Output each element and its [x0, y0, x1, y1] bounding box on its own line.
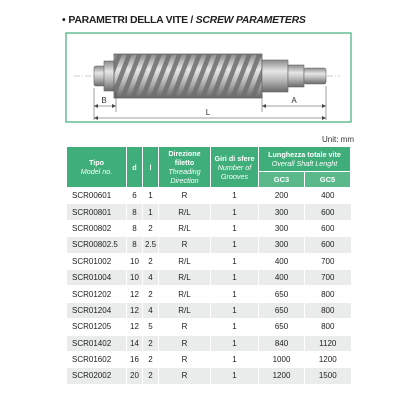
cell-d: 14	[127, 335, 143, 351]
cell-l: 2	[143, 351, 159, 367]
cell-tipo: SCR00601	[67, 188, 127, 204]
cell-l: 4	[143, 302, 159, 318]
cell-dir: R	[159, 351, 211, 367]
header-direzione-label: Direzione filetto	[168, 149, 201, 167]
cell-tipo: SCR01202	[67, 286, 127, 302]
cell-gc3: 1000	[259, 351, 305, 367]
cell-gc3: 650	[259, 286, 305, 302]
cell-l: 2	[143, 220, 159, 236]
cell-dir: R/L	[159, 269, 211, 285]
cell-d: 10	[127, 253, 143, 269]
table-row	[67, 286, 351, 302]
table-row	[67, 220, 351, 236]
table-row	[67, 368, 351, 384]
title-english: SCREW PARAMETERS	[195, 14, 306, 26]
cell-tipo: SCR01602	[67, 351, 127, 367]
cell-l: 2	[143, 368, 159, 384]
right-tip	[304, 68, 326, 84]
right-shoulder	[262, 60, 288, 92]
cell-tipo: SCR01004	[67, 269, 127, 285]
cell-gc5: 1120	[305, 335, 351, 351]
cell-giri: 1	[211, 253, 259, 269]
cell-dir: R/L	[159, 253, 211, 269]
header-lunghezza	[259, 147, 351, 172]
cell-giri: 1	[211, 204, 259, 220]
cell-gc3: 1200	[259, 368, 305, 384]
cell-giri: 1	[211, 286, 259, 302]
cell-giri: 1	[211, 269, 259, 285]
header-giri	[211, 147, 259, 188]
cell-gc3: 400	[259, 253, 305, 269]
header-tipo-label: Tipo	[88, 158, 105, 167]
table-row	[67, 237, 351, 253]
cell-gc5: 1200	[305, 351, 351, 367]
screw-parameters-table	[66, 146, 351, 385]
header-d: d	[127, 147, 143, 188]
cell-d: 20	[127, 368, 143, 384]
cell-dir: R/L	[159, 220, 211, 236]
cell-tipo: SCR00801	[67, 204, 127, 220]
title-italian: PARAMETRI DELLA VITE /	[68, 14, 196, 26]
cell-d: 12	[127, 319, 143, 335]
header-giri-sub: Number of Grooves	[217, 162, 252, 181]
cell-tipo: SCR00802.5	[67, 237, 127, 253]
cell-dir: R	[159, 188, 211, 204]
cell-gc3: 300	[259, 237, 305, 253]
table-row	[67, 188, 351, 204]
cell-giri: 1	[211, 368, 259, 384]
label-a: A	[291, 96, 297, 105]
cell-dir: R/L	[159, 204, 211, 220]
right-journal	[288, 65, 304, 87]
header-direzione-sub: Threading Direction	[168, 167, 201, 185]
cell-giri: 1	[211, 302, 259, 318]
cell-gc5: 600	[305, 237, 351, 253]
cell-gc5: 800	[305, 286, 351, 302]
cell-gc3: 650	[259, 302, 305, 318]
cell-l: 4	[143, 269, 159, 285]
cell-dir: R/L	[159, 286, 211, 302]
table-row	[67, 351, 351, 367]
unit-note: Unit: mm	[322, 135, 354, 144]
cell-giri: 1	[211, 237, 259, 253]
table-row	[67, 204, 351, 220]
cell-l: 2	[143, 335, 159, 351]
label-l: L	[205, 108, 211, 117]
cell-l: 2	[143, 286, 159, 302]
cell-gc5: 600	[305, 220, 351, 236]
cell-gc3: 400	[259, 269, 305, 285]
cell-dir: R	[159, 237, 211, 253]
cell-giri: 1	[211, 335, 259, 351]
cell-tipo: SCR00802	[67, 220, 127, 236]
cell-dir: R	[159, 319, 211, 335]
cell-giri: 1	[211, 188, 259, 204]
cell-d: 8	[127, 220, 143, 236]
cell-gc3: 200	[259, 188, 305, 204]
cell-gc3: 300	[259, 204, 305, 220]
cell-gc3: 840	[259, 335, 305, 351]
cell-l: 1	[143, 188, 159, 204]
header-gc3: GC3	[259, 172, 305, 188]
header-giri-label: Giri di sfere	[214, 153, 255, 163]
cell-tipo: SCR01002	[67, 253, 127, 269]
label-b: B	[101, 96, 107, 105]
cell-gc3: 650	[259, 319, 305, 335]
cell-gc3: 300	[259, 220, 305, 236]
cell-dir: R	[159, 368, 211, 384]
cell-d: 8	[127, 204, 143, 220]
cell-gc5: 1500	[305, 368, 351, 384]
cell-tipo: SCR02002	[67, 368, 127, 384]
cell-l: 2	[143, 253, 159, 269]
cell-giri: 1	[211, 319, 259, 335]
cell-tipo: SCR01402	[67, 335, 127, 351]
cell-d: 12	[127, 302, 143, 318]
cell-dir: R	[159, 335, 211, 351]
table-row	[67, 319, 351, 335]
cell-gc5: 800	[305, 319, 351, 335]
cell-giri: 1	[211, 220, 259, 236]
cell-d: 16	[127, 351, 143, 367]
header-tipo-sub: Model no.	[80, 167, 113, 176]
cell-tipo: SCR01204	[67, 302, 127, 318]
cell-gc5: 700	[305, 253, 351, 269]
cell-gc5: 800	[305, 302, 351, 318]
cell-l: 5	[143, 319, 159, 335]
table-row	[67, 302, 351, 318]
cell-d: 12	[127, 286, 143, 302]
cell-d: 6	[127, 188, 143, 204]
header-gc5: GC5	[305, 172, 351, 188]
cell-gc5: 400	[305, 188, 351, 204]
table-row	[67, 335, 351, 351]
screw-diagram	[0, 0, 400, 135]
header-lunghezza-sub: Overall Shaft Lenght	[271, 159, 338, 169]
header-l: l	[143, 147, 159, 188]
cell-l: 2.5	[143, 237, 159, 253]
cell-gc5: 600	[305, 204, 351, 220]
header-tipo	[67, 147, 127, 188]
cell-l: 1	[143, 204, 159, 220]
cell-dir: R/L	[159, 302, 211, 318]
cell-gc5: 700	[305, 269, 351, 285]
cell-d: 8	[127, 237, 143, 253]
header-direzione	[159, 147, 211, 188]
header-lunghezza-label: Lunghezza totale vite	[268, 150, 341, 160]
cell-giri: 1	[211, 351, 259, 367]
table-row	[67, 253, 351, 269]
cell-tipo: SCR01205	[67, 319, 127, 335]
title-bullet: •	[62, 14, 66, 26]
table-row	[67, 269, 351, 285]
cell-d: 10	[127, 269, 143, 285]
